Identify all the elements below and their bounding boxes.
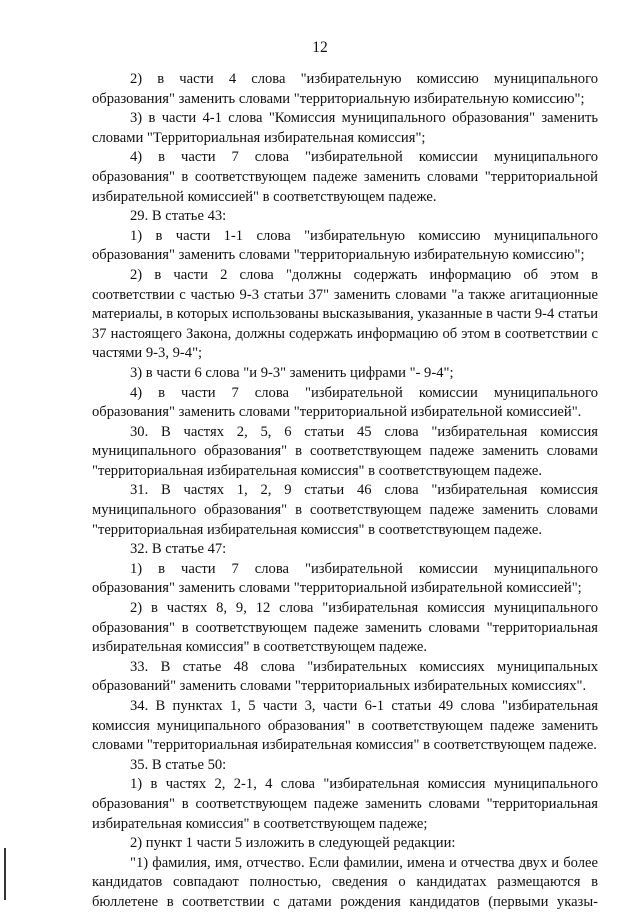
document-body (92, 70, 598, 913)
paragraph: 31. В частях 1, 2, 9 статьи 46 слова "избирательная комиссия муниципального образования" в соответствующем падеже заменить словами "территориальная избирательная комиссия" в соответствующем падеже. (92, 482, 598, 538)
paragraph: 3) в части 4-1 слова "Комиссия муниципального образования" заменить словами "Территориальная избирательная комиссия"; (92, 110, 598, 146)
scan-edge-mark (4, 848, 6, 900)
paragraph: 34. В пунктах 1, 5 части 3, части 6-1 статьи 49 слова "избирательная комиссия муниципального образования" в соответствующем падеже заменить словами "территориальная избирательная комиссия" в соответствующем падеже. (92, 698, 598, 754)
paragraph: 2) пункт 1 части 5 изложить в следующей редакции: (130, 835, 456, 852)
paragraph: 29. В статье 43: (130, 208, 227, 225)
paragraph: 3) в части 6 слова "и 9-3" заменить цифрами "- 9-4"; (130, 364, 454, 381)
paragraph: 1) в части 7 слова "избирательной комиссии муниципального образования" заменить словами "территориальной избирательной комиссией"; (92, 560, 598, 597)
paragraph: 4) в части 7 слова "избирательной комиссии муниципального образования" заменить словами "территориальной избирательной комиссией". (92, 384, 598, 421)
paragraph: 1) в частях 2, 2-1, 4 слова "избирательная комиссия муниципального образования" в соответствующем падеже заменить словами "территориальная избирательная комиссия" в соответствующем падеже; (92, 776, 598, 832)
paragraph: "1) фамилия, имя, отчество. Если фамилии, имена и отчества двух и более кандидатов совпадают полностью, сведения о кандидатах размещаются в бюллетене в соответствии с датами рождения кандидатов (первыми указы- (92, 854, 598, 910)
paragraph: 33. В статье 48 слова "избирательных комиссиях муниципальных образований" заменить словами "территориальных избирательных комиссиях". (92, 658, 598, 695)
paragraph: 32. В статье 47: (130, 541, 227, 558)
paragraph: 2) в части 4 слова "избирательную комиссию муниципального образования" заменить словами "территориальную избирательную комиссию"; (92, 71, 598, 107)
paragraph: 2) в части 2 слова "должны содержать информацию об этом в соответствии с частью 9-3 статьи 37" заменить словами "а также агитационные материалы, в которых использованы высказывания, указанные в части 9-4 статьи 37 настоящего Закона, должны содержать информацию об этом в соответствии с частями 9-3, 9-4"; (92, 266, 598, 362)
paragraph: 35. В статье 50: (130, 756, 227, 773)
paragraph: 4) в части 7 слова "избирательной комиссии муниципального образования" в соответствующем падеже заменить словами "территориальной избирательной комиссией" в соответствующем падеже. (92, 149, 598, 205)
paragraph: 1) в части 1-1 слова "избирательную комиссию муниципального образования" заменить словами "территориальную избирательную комиссию"; (92, 227, 598, 264)
paragraph: 30. В частях 2, 5, 6 статьи 45 слова "избирательная комиссия муниципального образования" в соответствующем падеже заменить словами "территориальная избирательная комиссия" в соответствующем падеже. (92, 423, 598, 479)
paragraph: 2) в частях 8, 9, 12 слова "избирательная комиссия муниципального образования" в соответствующем падеже заменить словами "территориальная избирательная комиссия" в соответствующем падеже. (92, 600, 598, 656)
page-number: 12 (312, 39, 328, 56)
